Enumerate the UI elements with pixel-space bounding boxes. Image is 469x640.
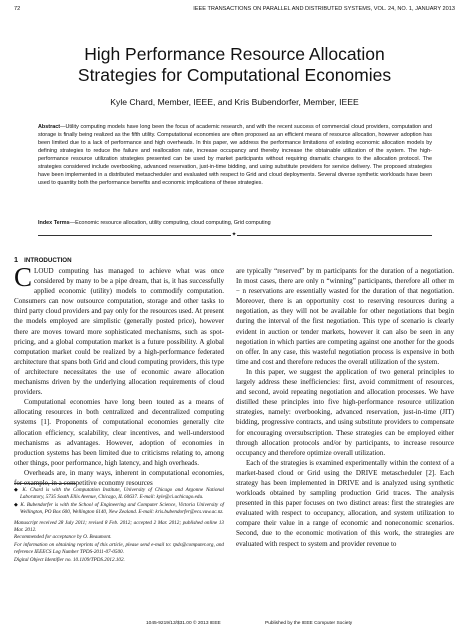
abstract (38, 123, 432, 187)
abstract-text: —Utility computing models have long been the focus of academic research, and with the recent success of commercial cloud providers, computation and storage is finally being realized as the fifth utility. Computational economies are often proposed as an efficient means of resource allocation, however adoption has been limited due to a lack of performance and high overheads. In this paper, we address the performance limitations of existing economic allocation models by defining strategies to reduce the failure and reallocation rate, increase occupancy and thereby increase the obtainable utilization of the system. The high-performance resource utilization strategies presented can be used by market participants without requiring dramatic changes to the allocation protocol. The strategies considered include overbooking, advanced reservation, just-in-time bidding, and using substitute providers for service delivery. The proposed strategies have been implemented in a distributed metascheduler and evaluated with respect to Grid and cloud deployments. Several diverse synthetic workloads have been used to quantity both the performance benefits and economic implications of these strategies. (38, 124, 432, 187)
footnote-recommended: Recommended for acceptance by O. Beaumont. (14, 534, 112, 541)
right-paragraph-1: are typically “reserved” by m participants for the duration of a negotiation. In most cases, there are only n “winning” participants, therefore all other m − n reservations are essentially wasted for the duration of that negotiation. Moreover, there is an opportunity cost to reserving resources during a negotiation, as they will not be available for other negotiations that begin during the interval of the first negotiation. This type of scenario is clearly evident in auction or tender markets, however it can also be seen in any negotiation in which parties are competing against one another for the goods on offer. In any case, this wasteful negotiation process is expensive in both time and cost and therefore reduces the overall utilization of the system. (236, 267, 454, 366)
section-title: INTRODUCTION (24, 257, 72, 264)
footnote-author-2: ◆ K. Bubendorfer is with the School of Engineering and Computer Science, Victoria University of Wellington, PO Box 600, Wellington 6140, New Zealand. E-mail: kris.bubendorfer@ecs.vuw.ac.nz. (14, 501, 224, 516)
index-terms (38, 220, 432, 226)
footnote-doi: Digital Object Identifier no. 10.1109/TPDS.2012.102. (14, 556, 125, 563)
intro-paragraph-1 (14, 262, 224, 397)
section-number: 1 (14, 255, 19, 264)
paper-title (0, 44, 469, 86)
right-paragraph-3: Each of the strategies is examined experimentally within the context of a market-based cloud or Grid using the DRIVE metascheduler [2]. Each strategy has been implemented in DRIVE and is analyzed using synthetic workloads obtained by sampling production Grid traces. The analysis presented in this paper focuses on two distinct areas: first the strategies are evaluated with respect to occupancy, allocation, and system utilization to compare their value in a range of economic and noneconomic scenarios. Second, due to the economic motivation of this work, the strategies are evaluated with respect to system and provider revenue to (236, 458, 454, 548)
intro-paragraph-1-text: LOUD computing has managed to achieve what was once considered by many to be a pipe dream, that is, it has successfully applied economic (utility) models to commodify computation. Consumers can now outsource computation, storage and other tasks to third party cloud providers and pay only for the resources used. At present the models employed are simplistic (generally posted price), however there are moves toward more sophisticated mechanisms, such as spot-pricing, and a global computation market is a future possibility. A global computation market could be realized by a high-performance federated architecture that spans both Grid and cloud computing providers, this type of architecture necessitates the use of economic aware allocation mechanisms driven by the underlying allocation requirements of cloud providers. (14, 267, 224, 397)
footnote-rule (14, 483, 76, 484)
intro-paragraph-3: Overheads are, in many ways, inherent in computational economies, for example, in a competitive economy resources (14, 468, 224, 487)
index-terms-label: Index Terms (38, 220, 70, 226)
left-column (14, 262, 224, 488)
divider-diamond-icon: ✦ (231, 232, 237, 238)
title-line-1: High Performance Resource Allocation (84, 44, 385, 64)
abstract-label: Abstract (38, 124, 61, 130)
right-paragraph-2: In this paper, we suggest the application of two general principles to largely address these inefficiencies: first, avoid commitment of resources, and second, avoid repeating negotiation and allocation processes. We have distilled these principles into five high-performance resource utilization strategies, namely: overbooking, advanced reservation, just-in-time (JIT) bidding, progressive contracts, and using substitute providers to compensate for encouraging oversubscription. These strategies can be employed either through allocation protocols and/or by participants, to increase resource occupancy and therefore optimize overall utilization. (236, 367, 454, 457)
title-line-2: Strategies for Computational Economies (77, 65, 392, 85)
copyright-notice: 1045-9219/13/$31.00 © 2013 IEEE (146, 621, 221, 626)
intro-paragraph-2: Computational economies have long been touted as a means of allocating resources in both centralized and decentralized computing systems [1]. Proponents of computational economies generally cite allocation efficiency, scalability, clear incentives, and well-understood mechanisms as advantages. However, adoption of economies in production systems has been limited due to criticisms relating to, among other things, poor performance, high latency, and high overheads. (14, 398, 224, 467)
footnotes (14, 487, 224, 564)
publisher-notice: Published by the IEEE Computer Society (265, 621, 353, 626)
right-column (236, 266, 454, 549)
bullet-icon: ◆ (14, 501, 21, 508)
footnote-received: Manuscript received 28 July 2011; revised 8 Feb. 2012; accepted 2 Mar. 2012; published online 13 Mar. 2012. (14, 519, 224, 534)
footnote-author-1: ◆ K. Chard is with the Computation Institute, University of Chicago and Argonne National Laboratory, 5735 South Ellis Avenue, Chicago, IL 60637. E-mail: kyle@ci.uchicago.edu. (14, 487, 224, 501)
bullet-icon: ◆ (14, 487, 23, 493)
journal-header: IEEE TRANSACTIONS ON PARALLEL AND DISTRIBUTED SYSTEMS, VOL. 24, NO. 1, JANUARY 2013 (193, 6, 455, 12)
page-number: 72 (14, 6, 21, 12)
drop-cap: C (14, 262, 33, 292)
footnote-reprints: For information on obtaining reprints of this article, please send e-mail to: tpds@computer.org, and reference IEEECS Log Number TPDS-2011-07-0500. (14, 541, 224, 556)
index-terms-text: —Economic resource allocation, utility computing, cloud computing, Grid computing (69, 220, 271, 226)
author-line: Kyle Chard, Member, IEEE, and Kris Bubendorfer, Member, IEEE (110, 97, 359, 107)
running-header (14, 6, 455, 16)
